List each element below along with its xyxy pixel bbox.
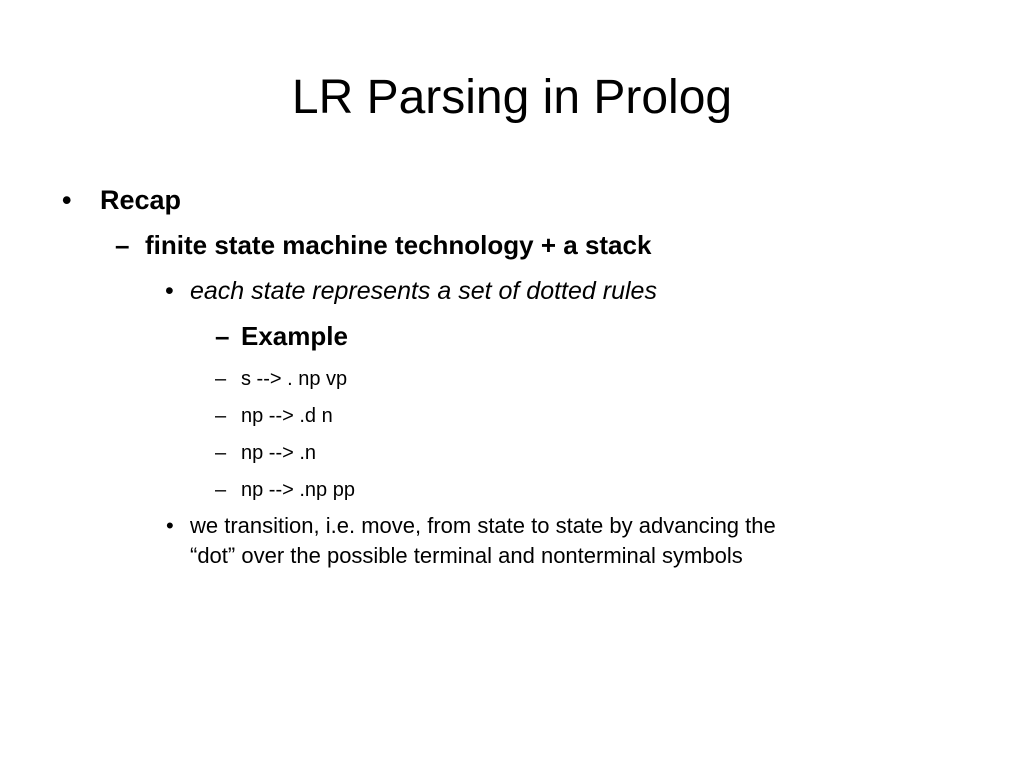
dash-icon: –	[215, 479, 227, 501]
dash-icon: –	[215, 321, 230, 351]
dash-icon: –	[115, 230, 130, 260]
dash-icon: –	[215, 442, 227, 464]
bullet-icon: •	[165, 277, 174, 305]
dash-icon: –	[215, 405, 227, 427]
bullet-fsm: finite state machine technology + a stack	[145, 230, 652, 260]
bullet-recap: Recap	[100, 185, 182, 215]
rule-item: np --> .n	[241, 442, 317, 464]
bullet-example: Example	[241, 321, 348, 351]
rule-item: np --> .d n	[241, 405, 333, 427]
bullet-transition-line2: “dot” over the possible terminal and nonterminal symbols	[190, 543, 743, 568]
slide-title: LR Parsing in Prolog	[291, 71, 733, 124]
bullet-icon: •	[62, 185, 72, 215]
rule-item: np --> .np pp	[241, 479, 355, 501]
dash-icon: –	[215, 368, 227, 390]
bullet-transition-line1: we transition, i.e. move, from state to state by advancing the	[190, 513, 776, 538]
bullet-icon: •	[166, 513, 174, 538]
bullet-state: each state represents a set of dotted rules	[190, 277, 657, 305]
rule-item: s --> . np vp	[241, 368, 348, 390]
